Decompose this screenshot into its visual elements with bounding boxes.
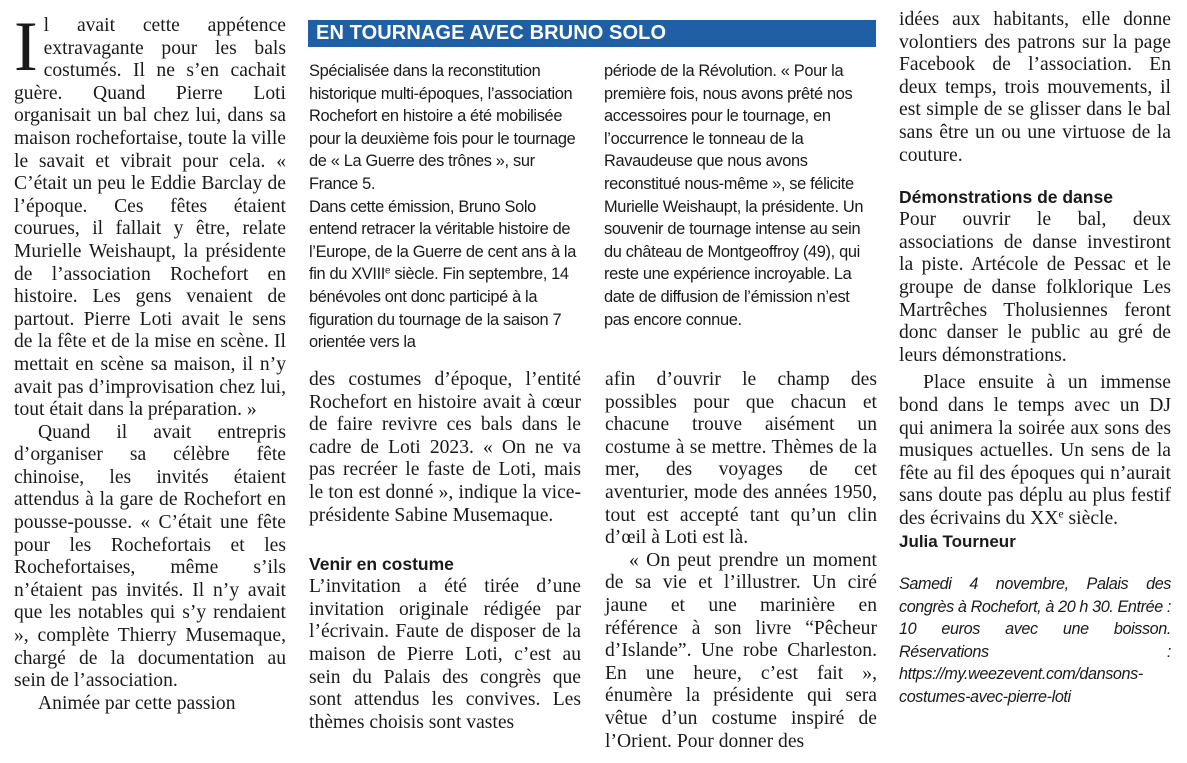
box-paragraph: Spécialisée dans la reconstitution historique multi-époques, l’association Rochefort en histoire a été mobilisée pour la deuxième fois pour le tournage de « La Guerre des trônes », sur France 5. bbox=[309, 62, 576, 193]
subheading: Venir en costume bbox=[309, 554, 454, 575]
paragraph: L’invitation a été tirée d’une invitation originale rédigée par l’écrivain. Faute de disposer de la maison de Pierre Loti, c’est au sein du Palais des congrès que sont attendus les convives. Les thèmes choisis sont vastes bbox=[309, 576, 581, 733]
box-paragraph: Dans cette émission, Bruno Solo entend retracer la véritable histoire de l’Europe, de la Guerre de cent ans à la fin du XVIIIe siècle. Fin septembre, 14 bénévoles ont donc participé à la figuration du tournage de la saison 7 orientée vers la bbox=[309, 197, 576, 352]
event-info: Samedi 4 novembre, Palais des congrès à Rochefort, à 20 h 30. Entrée : 10 euros avec une boisson. Réservations : https://my.weezevent.com/dansons-costumes-avec-pierre-loti bbox=[899, 575, 1171, 706]
subheading: Démonstrations de danse bbox=[899, 187, 1113, 208]
article-column-1 bbox=[14, 8, 286, 715]
paragraph: Pour ouvrir le bal, deux associations de danse investiront la piste. Artécole de Pessac et le groupe de danse folklorique Les Martrêches Tholusiennes feront donc danser le public au gré de leurs démonstrations. bbox=[899, 209, 1171, 366]
paragraph: Place ensuite à un immense bond dans le temps avec un DJ qui animera la soirée aux sons des musiques actuelles. Un sens de la fête au fil des époques qui n’aurait sans doute pas déplu au plus festif des écrivains du XXe siècle. bbox=[899, 372, 1171, 529]
paragraph: idées aux habitants, elle donne volontiers des patrons sur la page Facebook de l’association. En deux temps, trois mouvements, il est simple de se glisser dans le bal sans être un ou une virtuose de la couture. bbox=[899, 9, 1171, 166]
box-column-a bbox=[309, 60, 585, 354]
article-column-2 bbox=[309, 369, 581, 734]
paragraph: afin d’ouvrir le champ des possibles pour que chacun et chacune trouve aisément un costume à se mettre. Thèmes de la mer, des voyages de cet aventurier, mode des années 1950, tout est accepté tant qu’un clin d’œil à Loti est là. bbox=[605, 369, 877, 549]
article-column-4 bbox=[899, 9, 1171, 708]
box-column-b bbox=[604, 60, 876, 331]
box-paragraph: période de la Révolution. « Pour la première fois, nous avons prêté nos accessoires pour le tournage, en l’occurrence le tonneau de la Ravaudeuse que nous avons reconstitué nous-même », se félicite Murielle Weishaupt, la présidente. Un souvenir de tournage intense au sein du château de Montgeoffroy (49), qui reste une expérience incroyable. La date de diffusion de l’émission n’est pas encore connue. bbox=[604, 62, 864, 329]
paragraph-intro: Il avait cette appétence extravagante pour les bals costumés. Il ne s’en cachait guère. Quand Pierre Loti organisait un bal chez lui, dans sa maison rochefortaise, toute la ville le savait et vibrait pour cela. « C’était un peu le Eddie Barclay de l’époque. Ces fêtes étaient courues, il fallait y être, relate Murielle Weishaupt, la présidente de l’association Rochefort en histoire. Les gens venaient de partout. Pierre Loti avait le sens de la fête et de la mise en scène. Il mettait en scène sa maison, il n’y avait pas d’improvisation chez lui, tout était dans la préparation. » bbox=[14, 8, 286, 421]
article-column-3 bbox=[605, 369, 877, 753]
box-title-banner: EN TOURNAGE AVEC BRUNO SOLO bbox=[308, 20, 876, 47]
author-byline: Julia Tourneur bbox=[899, 532, 1016, 552]
paragraph: « On peut prendre un moment de sa vie et l’illustrer. Un ciré jaune et une marinière en référence à son livre “Pêcheur d’Islande”. Une robe Charleston. En une heure, c’est fait », énumère la présidente qui sera vêtue d’un costume inspiré de l’Orient. Pour donner des bbox=[605, 549, 877, 752]
paragraph: Animée par cette passion bbox=[38, 692, 236, 714]
paragraph: Quand il avait entrepris d’organiser sa célèbre fête chinoise, les invités étaient attendus à la gare de Rochefort en pousse-pousse. « C’était une fête pour les Rochefortais et les Rochefortaises, même s’ils n’étaient pas invités. Il n’y avait que les notables qui s’y rendaient », complète Thierry Musemaque, chargé de la documentation au sein de l’association. bbox=[14, 421, 286, 692]
paragraph: des costumes d’époque, l’entité Rochefort en histoire avait à cœur de faire revivre ces bals dans le cadre de Loti 2023. « On ne va pas recréer le faste de Loti, mais le ton est donné », indique la vice-présidente Sabine Musemaque. bbox=[309, 369, 581, 526]
drop-cap: I bbox=[14, 8, 38, 86]
